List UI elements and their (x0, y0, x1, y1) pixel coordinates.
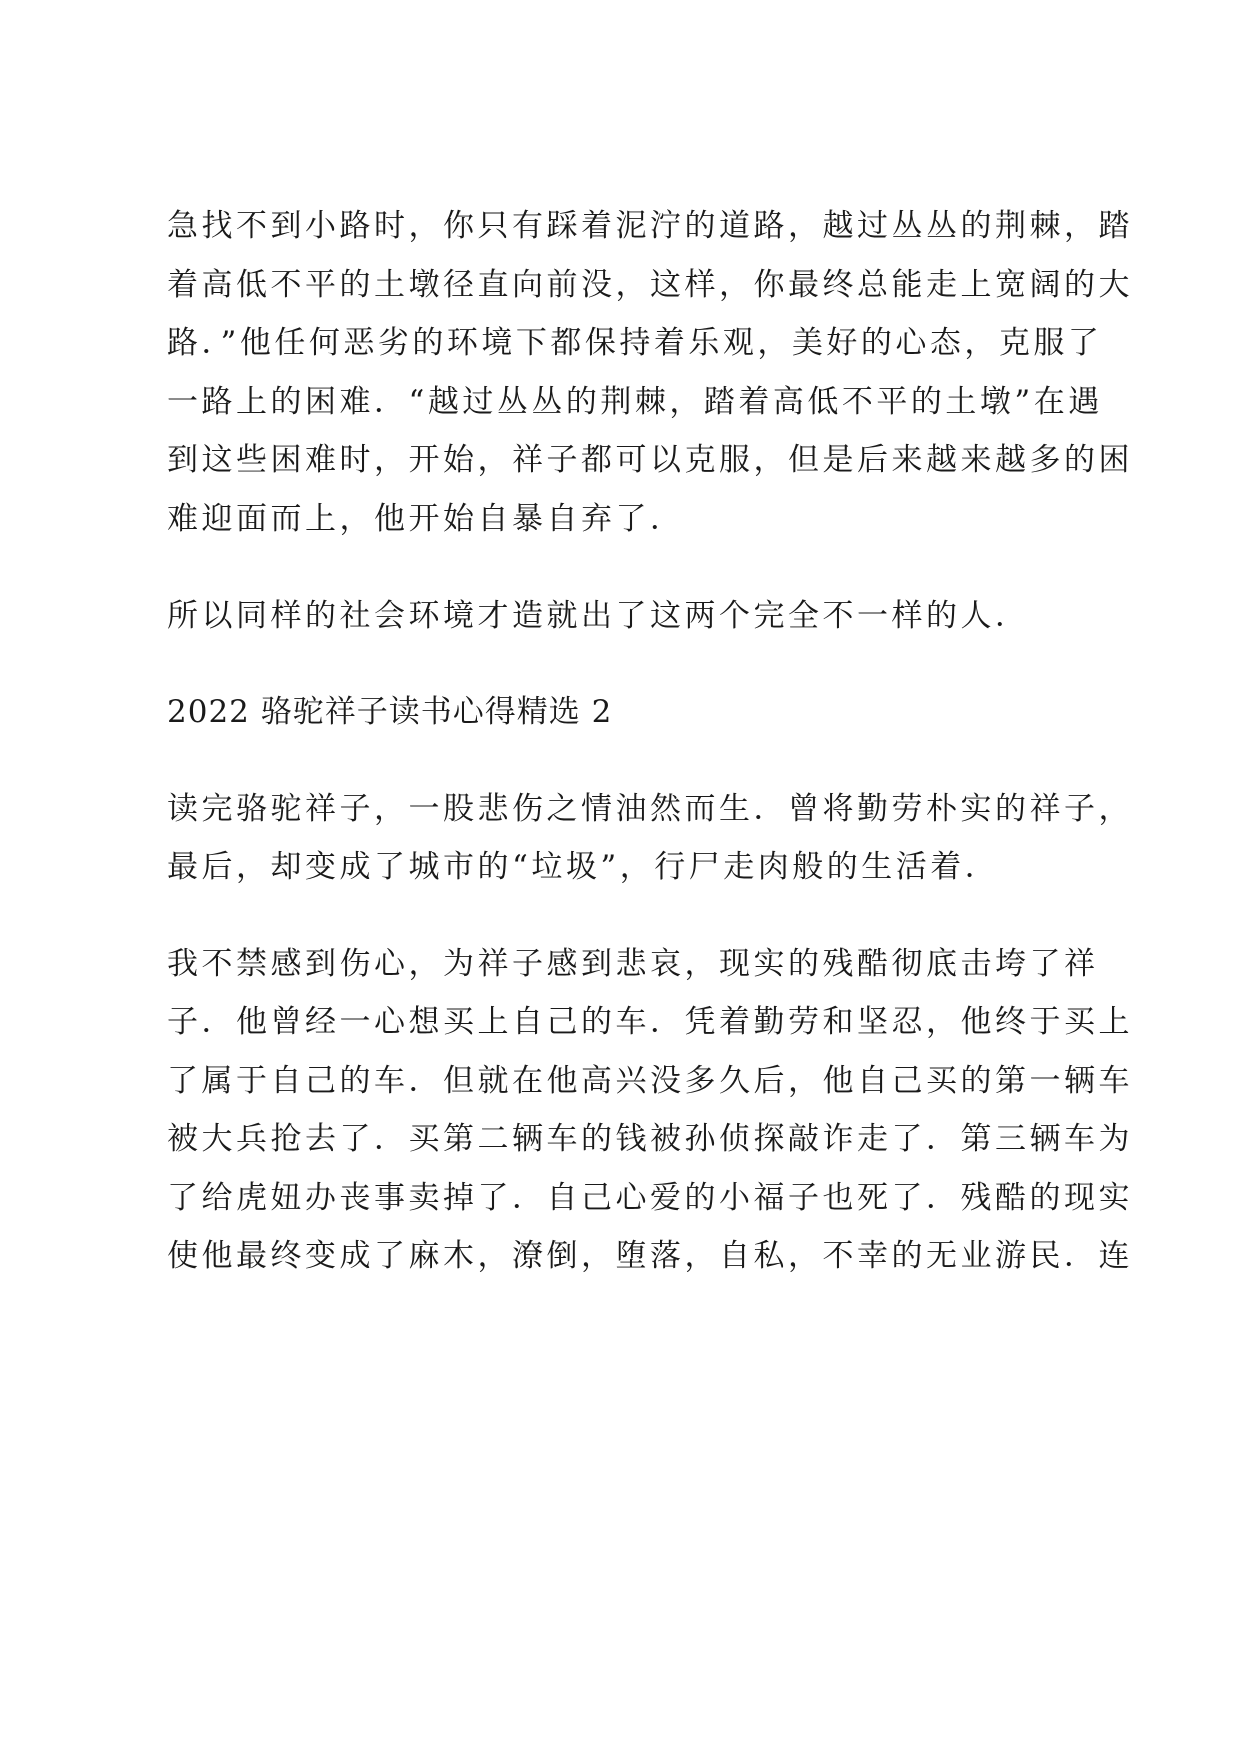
paragraph-4-line-2: 子．他曾经一心想买上自己的车．凭着勤劳和坚忍，他终于买上 (167, 1004, 1133, 1040)
paragraph-2-line-1: 所以同样的社会环境才造就出了这两个完全不一样的人． (167, 598, 1030, 634)
paragraph-3-line-2: 最后，却变成了城市的“垃圾”，行尸走肉般的生活着． (167, 849, 1000, 885)
paragraph-3-line-1: 读完骆驼祥子，一股悲伤之情油然而生．曾将勤劳朴实的祥子， (167, 791, 1133, 827)
paragraph-1-line-4: 一路上的困难．“越过丛丛的荆棘，踏着高低不平的土墩”在遇 (167, 384, 1103, 420)
paragraph-4-line-1: 我不禁感到伤心，为祥子感到悲哀，现实的残酷彻底击垮了祥 (167, 946, 1099, 982)
paragraph-4-line-5: 了给虎妞办丧事卖掉了．自己心爱的小福子也死了．残酷的现实 (167, 1180, 1133, 1216)
paragraph-4-line-6: 使他最终变成了麻木，潦倒，堕落，自私，不幸的无业游民．连 (167, 1238, 1133, 1274)
paragraph-4-line-3: 了属于自己的车．但就在他高兴没多久后，他自己买的第一辆车 (167, 1063, 1133, 1099)
paragraph-1-line-2: 着高低不平的土墩径直向前没，这样，你最终总能走上宽阔的大 (167, 267, 1133, 303)
paragraph-1-line-1: 急找不到小路时，你只有踩着泥泞的道路，越过丛丛的荆棘，踏 (167, 208, 1133, 244)
paragraph-1-line-6: 难迎面而上，他开始自暴自弃了． (167, 501, 685, 537)
section-heading: 2022 骆驼祥子读书心得精选 2 (167, 694, 613, 730)
paragraph-1-line-3: 路．”他任何恶劣的环境下都保持着乐观，美好的心态，克服了 (167, 325, 1103, 361)
paragraph-1-line-5: 到这些困难时，开始，祥子都可以克服，但是后来越来越多的困 (167, 442, 1133, 478)
paragraph-4-line-4: 被大兵抢去了．买第二辆车的钱被孙侦探敲诈走了．第三辆车为 (167, 1121, 1133, 1157)
